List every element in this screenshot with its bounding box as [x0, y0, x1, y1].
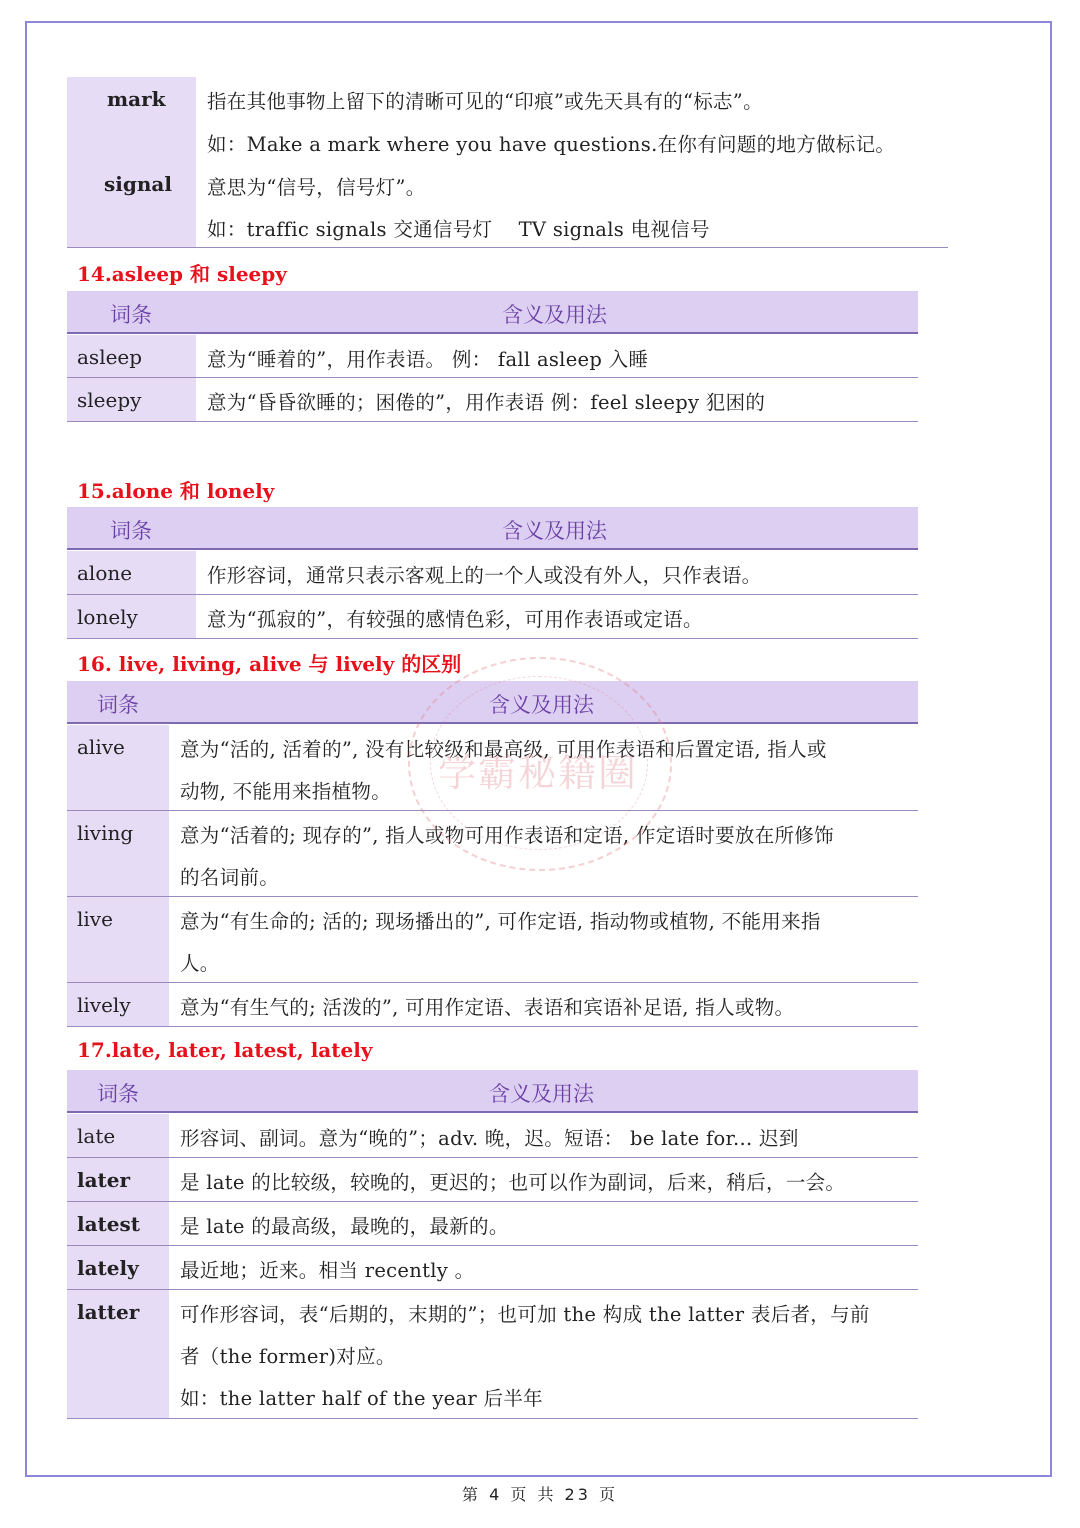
table-row [67, 335, 918, 378]
term-alive: alive [77, 735, 125, 759]
term-living: living [77, 821, 134, 845]
header-term: 词条 [110, 303, 152, 327]
section-title-14: 14.asleep 和 sleepy [77, 262, 287, 286]
table-row [67, 551, 918, 595]
table-row [67, 983, 918, 1027]
meaning-line: 意为“昏昏欲睡的；困倦的”，用作表语 例：feel sleepy 犯困的 [207, 391, 766, 414]
meaning-line: 如：traffic signals 交通信号灯 TV signals 电视信号 [207, 218, 710, 241]
term-lively: lively [77, 993, 131, 1017]
meaning-line: 如：the latter half of the year 后半年 [180, 1387, 543, 1410]
meaning-line: 形容词、副词。意为“晚的”；adv. 晚，迟。短语： be late for... 迟到 [180, 1127, 799, 1150]
meaning-line: 最近地；近来。相当 recently 。 [180, 1259, 475, 1282]
table-row [67, 1114, 918, 1158]
term-sleepy: sleepy [77, 388, 142, 412]
section-title-15: 15.alone 和 lonely [77, 479, 275, 503]
header-meaning: 含义及用法 [502, 303, 607, 327]
term-alone: alone [77, 561, 133, 585]
table-row [67, 378, 918, 422]
header-term: 词条 [97, 1082, 139, 1106]
term-later: later [77, 1168, 131, 1192]
meaning-line: 如：Make a mark where you have questions.在你有问题的地方做标记。 [207, 133, 896, 156]
meaning-line: 意为“有生命的; 活的; 现场播出的”, 可作定语, 指动物或植物, 不能用来指 [180, 910, 821, 933]
meaning-line: 意思为“信号，信号灯”。 [207, 176, 426, 199]
term-late: late [77, 1124, 116, 1148]
term-lately: lately [77, 1256, 139, 1280]
meaning-line: 是 late 的比较级，较晚的，更迟的；也可以作为副词，后来，稍后，一会。 [180, 1171, 846, 1194]
header-meaning: 含义及用法 [502, 519, 607, 543]
header-meaning: 含义及用法 [489, 693, 594, 717]
term-latest: latest [77, 1212, 141, 1236]
term-signal: signal [104, 172, 172, 196]
term-live: live [77, 907, 113, 931]
meaning-line: 意为“活的, 活着的”, 没有比较级和最高级, 可用作表语和后置定语, 指人或 [180, 738, 827, 761]
header-meaning: 含义及用法 [489, 1082, 594, 1106]
mark-signal-row [67, 77, 948, 248]
meaning-line: 是 late 的最高级，最晚的，最新的。 [180, 1215, 509, 1238]
meaning-line: 人。 [180, 952, 220, 975]
table-row [67, 1246, 918, 1290]
meaning-line: 意为“活着的; 现存的”, 指人或物可用作表语和定语, 作定语时要放在所修饰 [180, 824, 834, 847]
meaning-line: 的名词前。 [180, 866, 280, 889]
page-footer: 第 4 页 共 23 页 [462, 1485, 618, 1504]
meaning-line: 意为“有生气的; 活泼的”, 可用作定语、表语和宾语补足语, 指人或物。 [180, 996, 795, 1019]
header-term: 词条 [110, 519, 152, 543]
watermark-text: 学霸秘籍圈 [437, 751, 638, 795]
term-latter: latter [77, 1300, 140, 1324]
term-lonely: lonely [77, 605, 138, 629]
meaning-line: 可作形容词，表“后期的，末期的”；也可加 the 构成 the latter 表后者，与前 [180, 1303, 870, 1326]
table-header [67, 1070, 918, 1113]
table-row [67, 1158, 918, 1202]
table-row [67, 595, 918, 639]
meaning-line: 作形容词，通常只表示客观上的一个人或没有外人，只作表语。 [207, 564, 762, 587]
term-asleep: asleep [77, 345, 143, 369]
section-title-17: 17.late, later, latest, lately [77, 1038, 373, 1062]
header-term: 词条 [97, 693, 139, 717]
meaning-line: 意为“睡着的”，用作表语。 例： fall asleep 入睡 [207, 348, 649, 371]
table-row [67, 1290, 918, 1419]
meaning-line: 者（the former)对应。 [180, 1345, 396, 1368]
table-row [67, 897, 918, 983]
table-header [67, 291, 918, 334]
section-title-16: 16. live, living, alive 与 lively 的区别 [77, 652, 462, 676]
table-row [67, 1202, 918, 1246]
meaning-line: 指在其他事物上留下的清晰可见的“印痕”或先天具有的“标志”。 [207, 90, 763, 113]
table-header [67, 507, 918, 550]
meaning-line: 意为“孤寂的”，有较强的感情色彩，可用作表语或定语。 [207, 608, 703, 631]
meaning-line: 动物, 不能用来指植物。 [180, 780, 391, 803]
term-mark: mark [107, 87, 166, 111]
